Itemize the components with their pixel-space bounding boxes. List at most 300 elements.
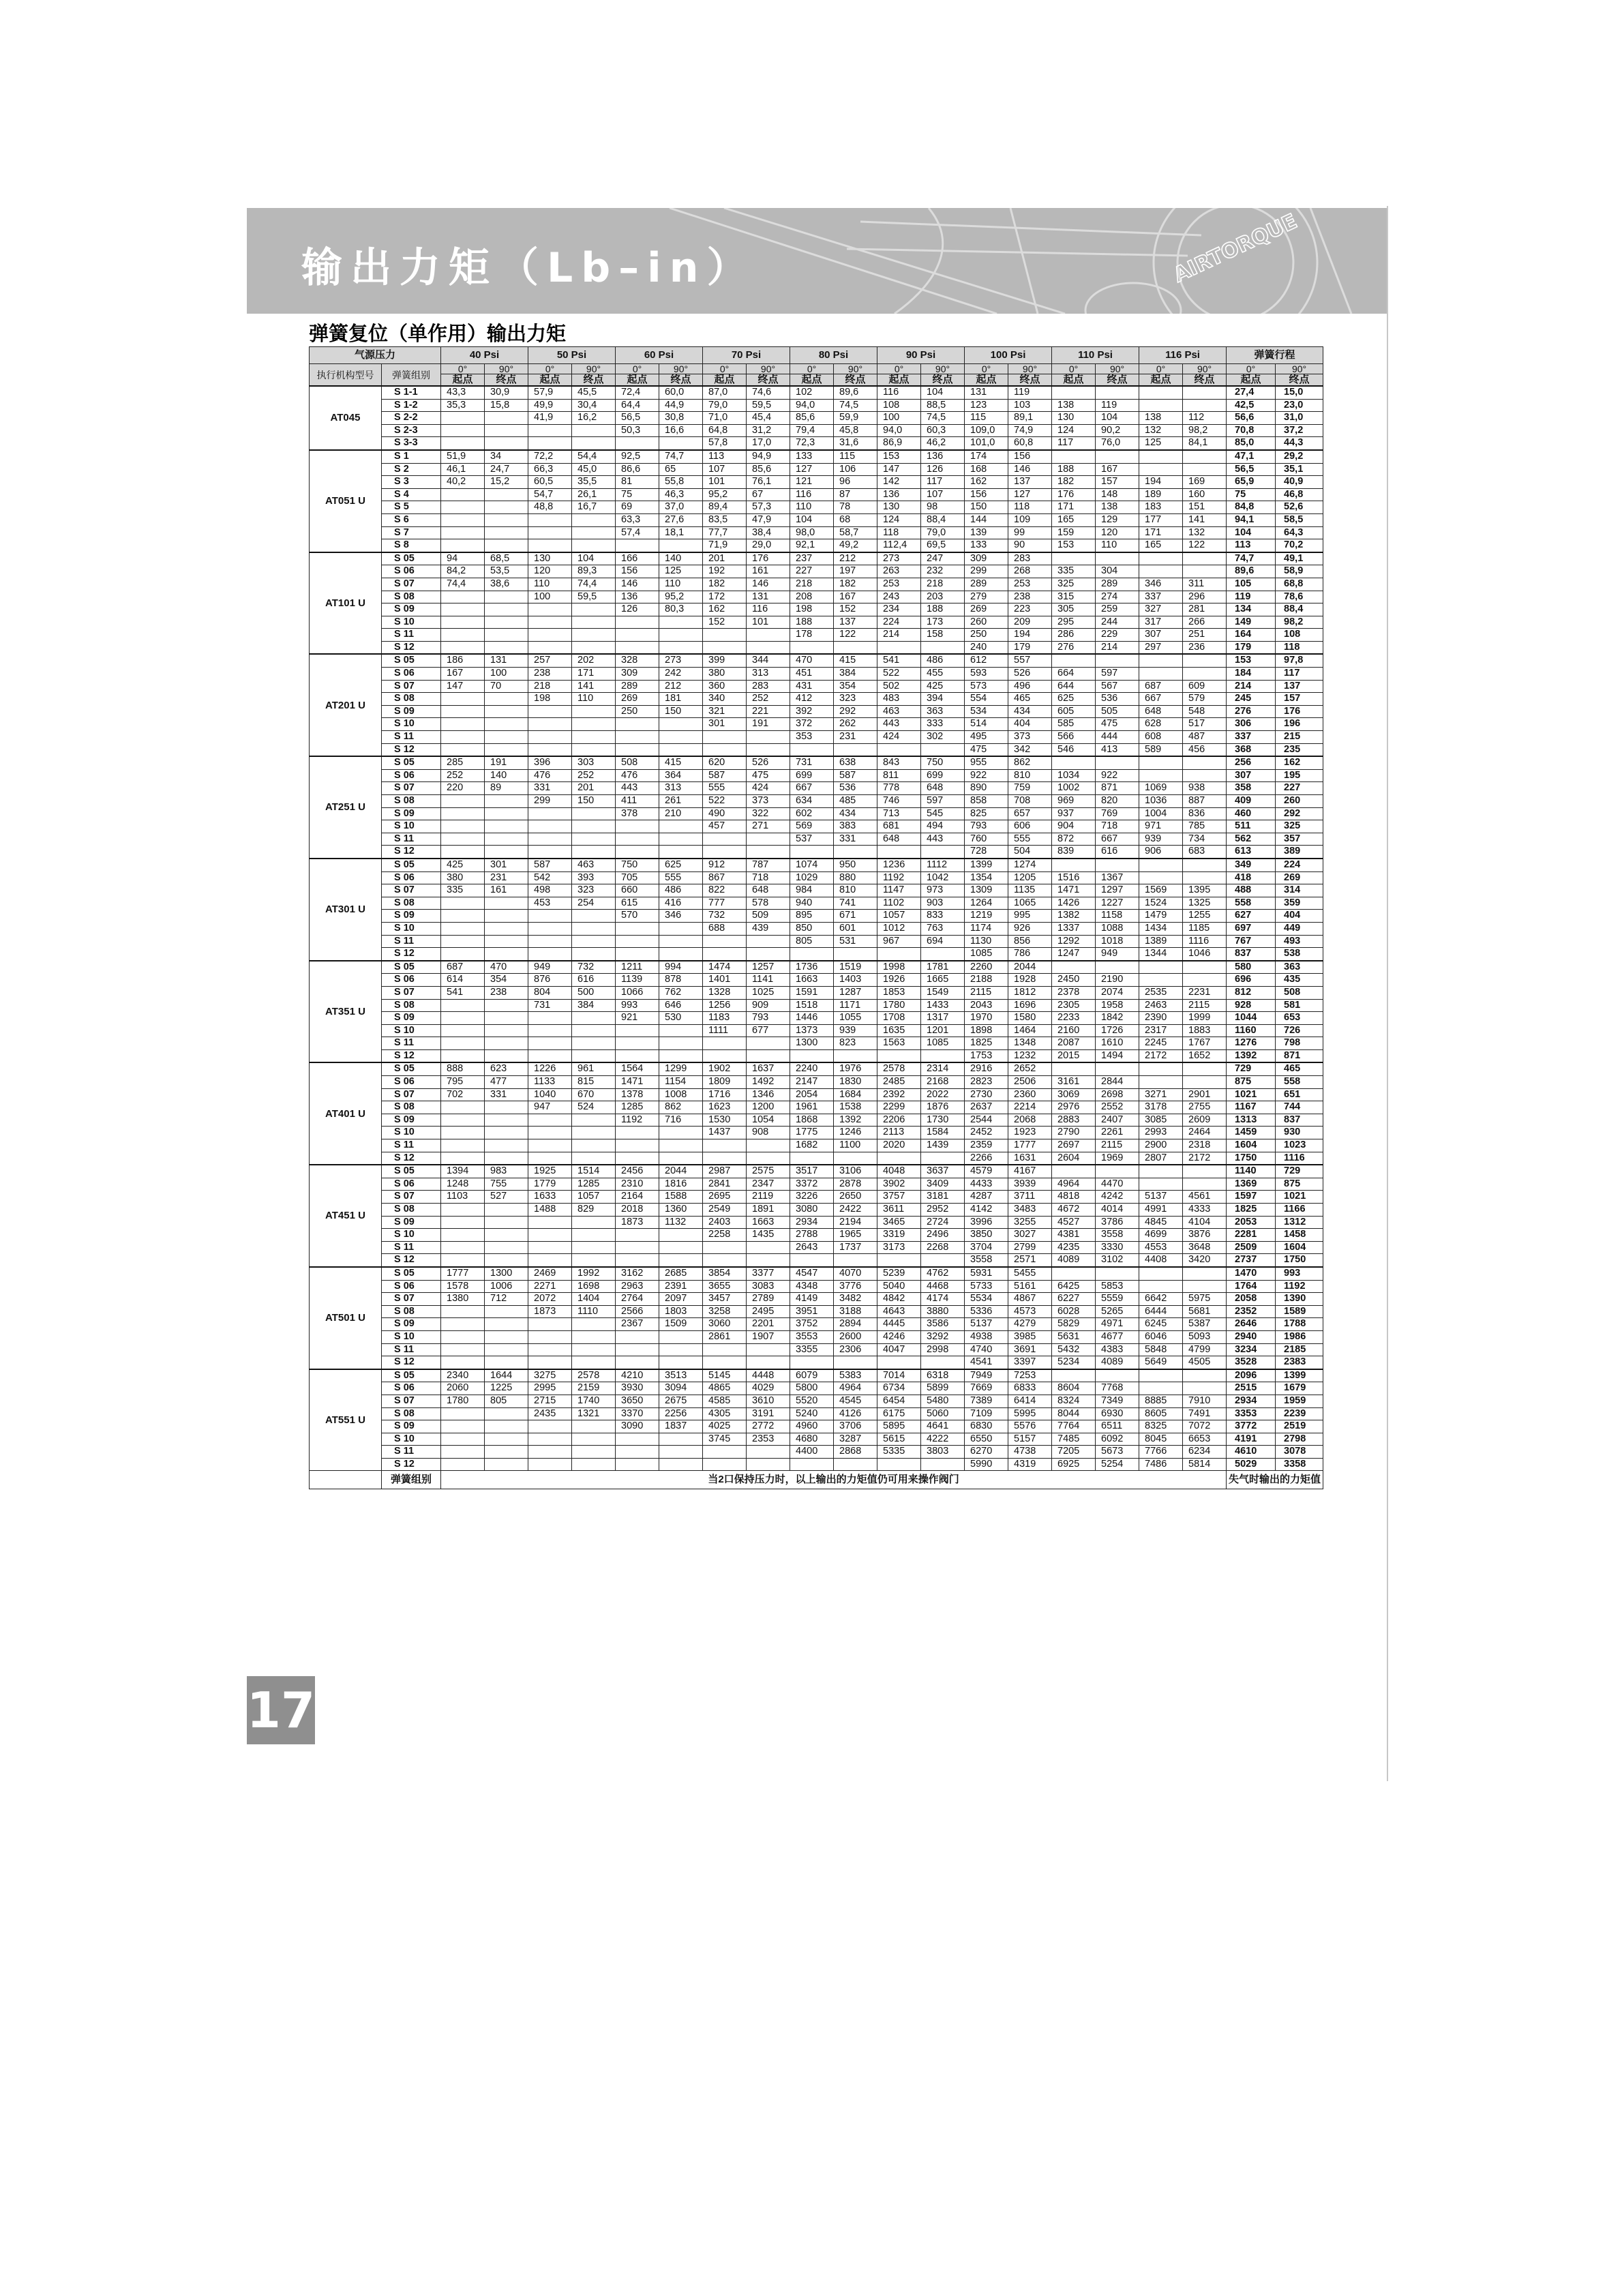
torque-cell: 89,4 bbox=[703, 501, 747, 514]
torque-cell: 167 bbox=[834, 591, 877, 603]
stroke-cell: 40,9 bbox=[1276, 476, 1323, 489]
torque-cell: 1248 bbox=[441, 1178, 485, 1191]
torque-cell: 811 bbox=[877, 769, 921, 782]
torque-cell bbox=[747, 1241, 790, 1254]
torque-cell: 141 bbox=[572, 680, 616, 693]
torque-cell bbox=[441, 641, 485, 654]
torque-cell: 3085 bbox=[1139, 1114, 1183, 1127]
stroke-cell: 2058 bbox=[1227, 1293, 1276, 1306]
torque-cell: 1812 bbox=[1008, 986, 1052, 999]
torque-cell: 41,9 bbox=[528, 412, 572, 425]
torque-cell: 7669 bbox=[965, 1382, 1008, 1395]
torque-cell bbox=[747, 948, 790, 961]
angle-end: 90° bbox=[1276, 364, 1323, 374]
torque-cell bbox=[441, 1330, 485, 1343]
torque-cell bbox=[485, 1343, 528, 1356]
torque-cell: 2993 bbox=[1139, 1127, 1183, 1139]
torque-cell bbox=[616, 1254, 659, 1267]
torque-cell: 587 bbox=[528, 859, 572, 871]
torque-cell: 89,6 bbox=[834, 386, 877, 399]
torque-cell: 3330 bbox=[1096, 1241, 1139, 1254]
spring-set: S 10 bbox=[382, 616, 441, 629]
torque-cell: 1999 bbox=[1183, 1012, 1227, 1025]
torque-cell bbox=[572, 1024, 616, 1037]
torque-cell: 1102 bbox=[877, 897, 921, 910]
torque-cell: 5336 bbox=[965, 1305, 1008, 1318]
torque-cell: 614 bbox=[441, 974, 485, 987]
torque-cell bbox=[834, 948, 877, 961]
torque-cell: 3691 bbox=[1008, 1343, 1052, 1356]
torque-cell: 299 bbox=[965, 565, 1008, 578]
torque-cell: 51,9 bbox=[441, 450, 485, 463]
torque-cell bbox=[747, 1343, 790, 1356]
torque-cell: 1842 bbox=[1096, 1012, 1139, 1025]
torque-cell bbox=[485, 807, 528, 820]
torque-cell: 5093 bbox=[1183, 1330, 1227, 1343]
torque-cell bbox=[659, 1458, 703, 1471]
torque-cell: 1781 bbox=[921, 961, 965, 974]
torque-cell: 2271 bbox=[528, 1280, 572, 1293]
stroke-cell: 1788 bbox=[1276, 1318, 1323, 1331]
torque-cell: 183 bbox=[1139, 501, 1183, 514]
stroke-cell: 15,0 bbox=[1276, 386, 1323, 399]
torque-cell: 67 bbox=[747, 488, 790, 501]
torque-cell: 3060 bbox=[703, 1318, 747, 1331]
torque-cell bbox=[1052, 386, 1096, 399]
torque-cell: 3355 bbox=[790, 1343, 834, 1356]
torque-cell bbox=[485, 513, 528, 526]
torque-cell: 373 bbox=[1008, 731, 1052, 744]
torque-cell: 2360 bbox=[1008, 1088, 1052, 1101]
torque-cell bbox=[616, 935, 659, 948]
table-row bbox=[310, 1191, 1323, 1204]
torque-cell bbox=[1139, 756, 1183, 769]
torque-cell: 4867 bbox=[1008, 1293, 1052, 1306]
torque-cell bbox=[616, 743, 659, 756]
torque-cell: 108 bbox=[877, 399, 921, 412]
torque-cell: 648 bbox=[921, 782, 965, 795]
torque-cell: 2256 bbox=[659, 1407, 703, 1420]
torque-cell: 566 bbox=[1052, 731, 1096, 744]
torque-cell bbox=[1183, 1076, 1227, 1089]
torque-cell bbox=[572, 1254, 616, 1267]
torque-cell: 4383 bbox=[1096, 1343, 1139, 1356]
torque-cell bbox=[921, 743, 965, 756]
torque-cell bbox=[1183, 769, 1227, 782]
torque-cell: 53,5 bbox=[485, 565, 528, 578]
torque-cell bbox=[747, 1152, 790, 1165]
table-row bbox=[310, 986, 1323, 999]
torque-cell: 229 bbox=[1096, 629, 1139, 642]
torque-cell: 716 bbox=[659, 1114, 703, 1127]
stroke-cell: 1044 bbox=[1227, 1012, 1276, 1025]
torque-cell bbox=[616, 1127, 659, 1139]
torque-cell: 110 bbox=[528, 578, 572, 591]
torque-cell: 1584 bbox=[921, 1127, 965, 1139]
stroke-cell: 42,5 bbox=[1227, 399, 1276, 412]
torque-cell: 4547 bbox=[790, 1267, 834, 1280]
point-end: 终点 bbox=[921, 374, 965, 387]
torque-cell: 46,3 bbox=[659, 488, 703, 501]
torque-cell: 5800 bbox=[790, 1382, 834, 1395]
torque-cell: 542 bbox=[528, 871, 572, 884]
torque-cell: 967 bbox=[877, 935, 921, 948]
torque-cell bbox=[528, 1343, 572, 1356]
torque-cell bbox=[1096, 450, 1139, 463]
spring-set: S 07 bbox=[382, 680, 441, 693]
torque-cell: 124 bbox=[1052, 424, 1096, 437]
torque-cell: 317 bbox=[1139, 616, 1183, 629]
torque-cell: 5254 bbox=[1096, 1458, 1139, 1471]
torque-cell bbox=[572, 539, 616, 552]
torque-cell bbox=[1139, 1178, 1183, 1191]
torque-cell: 5899 bbox=[921, 1382, 965, 1395]
stroke-cell: 307 bbox=[1227, 769, 1276, 782]
torque-cell bbox=[834, 1458, 877, 1471]
torque-cell: 615 bbox=[616, 897, 659, 910]
torque-cell: 2715 bbox=[528, 1395, 572, 1407]
torque-cell: 8324 bbox=[1052, 1395, 1096, 1407]
torque-cell: 5480 bbox=[921, 1395, 965, 1407]
torque-cell bbox=[616, 1241, 659, 1254]
torque-cell bbox=[572, 833, 616, 846]
torque-cell bbox=[1052, 654, 1096, 667]
torque-cell bbox=[703, 948, 747, 961]
torque-cell: 136 bbox=[921, 450, 965, 463]
torque-cell: 89,3 bbox=[572, 565, 616, 578]
torque-cell: 805 bbox=[790, 935, 834, 948]
torque-cell: 4025 bbox=[703, 1420, 747, 1433]
torque-cell: 6270 bbox=[965, 1446, 1008, 1459]
stroke-cell: 113 bbox=[1227, 539, 1276, 552]
spring-set: S 10 bbox=[382, 1024, 441, 1037]
torque-cell bbox=[616, 833, 659, 846]
torque-cell: 203 bbox=[921, 591, 965, 603]
spring-set: S 08 bbox=[382, 1305, 441, 1318]
torque-cell: 7491 bbox=[1183, 1407, 1227, 1420]
torque-cell: 43,3 bbox=[441, 386, 485, 399]
torque-cell bbox=[572, 705, 616, 718]
torque-cell: 888 bbox=[441, 1062, 485, 1075]
spring-set: S 11 bbox=[382, 1343, 441, 1356]
torque-cell: 283 bbox=[747, 680, 790, 693]
torque-cell bbox=[528, 437, 572, 450]
torque-cell: 84,1 bbox=[1183, 437, 1227, 450]
stroke-cell: 68,8 bbox=[1276, 578, 1323, 591]
torque-cell: 2976 bbox=[1052, 1101, 1096, 1114]
spring-set: S 05 bbox=[382, 654, 441, 667]
torque-cell: 2566 bbox=[616, 1305, 659, 1318]
torque-cell: 4149 bbox=[790, 1293, 834, 1306]
torque-cell: 191 bbox=[747, 718, 790, 731]
stroke-cell: 729 bbox=[1227, 1062, 1276, 1075]
torque-cell: 289 bbox=[1096, 578, 1139, 591]
torque-cell bbox=[485, 795, 528, 808]
torque-cell: 3188 bbox=[834, 1305, 877, 1318]
torque-cell bbox=[441, 1229, 485, 1242]
torque-cell: 2995 bbox=[528, 1382, 572, 1395]
torque-cell: 4048 bbox=[877, 1165, 921, 1178]
torque-cell: 3706 bbox=[834, 1420, 877, 1433]
torque-cell bbox=[572, 1446, 616, 1459]
torque-cell: 3513 bbox=[659, 1369, 703, 1382]
table-row bbox=[310, 807, 1323, 820]
torque-cell: 50,3 bbox=[616, 424, 659, 437]
torque-cell: 74,5 bbox=[921, 412, 965, 425]
spring-set: S 7 bbox=[382, 526, 441, 539]
actuator-model: AT501 U bbox=[310, 1267, 382, 1369]
torque-cell bbox=[659, 1254, 703, 1267]
table-row bbox=[310, 501, 1323, 514]
torque-cell: 3611 bbox=[877, 1204, 921, 1217]
torque-cell bbox=[616, 731, 659, 744]
torque-cell bbox=[485, 897, 528, 910]
torque-cell: 1154 bbox=[659, 1076, 703, 1089]
torque-cell: 4279 bbox=[1008, 1318, 1052, 1331]
torque-cell bbox=[659, 1241, 703, 1254]
torque-cell: 45,4 bbox=[747, 412, 790, 425]
torque-cell bbox=[572, 1420, 616, 1433]
torque-cell: 136 bbox=[877, 488, 921, 501]
torque-cell: 2495 bbox=[747, 1305, 790, 1318]
torque-cell bbox=[572, 1037, 616, 1050]
torque-cell: 4400 bbox=[790, 1446, 834, 1459]
torque-cell: 392 bbox=[790, 705, 834, 718]
torque-cell bbox=[572, 616, 616, 629]
torque-cell bbox=[1052, 756, 1096, 769]
torque-cell bbox=[485, 1024, 528, 1037]
torque-cell bbox=[1139, 654, 1183, 667]
torque-cell: 597 bbox=[1096, 668, 1139, 681]
point-end: 终点 bbox=[834, 374, 877, 387]
torque-cell: 159 bbox=[1052, 526, 1096, 539]
torque-cell: 4971 bbox=[1096, 1318, 1139, 1331]
torque-cell: 74,6 bbox=[747, 386, 790, 399]
torque-cell bbox=[572, 1330, 616, 1343]
torque-cell: 224 bbox=[877, 616, 921, 629]
torque-cell bbox=[528, 1330, 572, 1343]
torque-cell: 202 bbox=[572, 654, 616, 667]
torque-cell: 1065 bbox=[1008, 897, 1052, 910]
stroke-cell: 134 bbox=[1227, 603, 1276, 616]
torque-cell: 192 bbox=[703, 565, 747, 578]
torque-cell: 152 bbox=[834, 603, 877, 616]
torque-cell bbox=[485, 1101, 528, 1114]
torque-cell bbox=[616, 718, 659, 731]
torque-cell: 104 bbox=[572, 552, 616, 565]
torque-cell: 2407 bbox=[1096, 1114, 1139, 1127]
torque-cell bbox=[441, 1114, 485, 1127]
torque-cell: 156 bbox=[965, 488, 1008, 501]
torque-cell bbox=[441, 1407, 485, 1420]
torque-cell: 1074 bbox=[790, 859, 834, 871]
torque-cell bbox=[572, 846, 616, 859]
spring-set: S 09 bbox=[382, 1318, 441, 1331]
stroke-cell: 3772 bbox=[1227, 1420, 1276, 1433]
torque-cell bbox=[747, 935, 790, 948]
torque-cell: 825 bbox=[965, 807, 1008, 820]
table-row bbox=[310, 1049, 1323, 1062]
torque-cell: 555 bbox=[703, 782, 747, 795]
torque-cell: 177 bbox=[1139, 513, 1183, 526]
torque-cell: 4445 bbox=[877, 1318, 921, 1331]
torque-cell: 1110 bbox=[572, 1305, 616, 1318]
torque-cell: 95,2 bbox=[703, 488, 747, 501]
torque-cell: 2172 bbox=[1183, 1152, 1227, 1165]
stroke-cell: 104 bbox=[1227, 526, 1276, 539]
torque-cell: 285 bbox=[441, 756, 485, 769]
torque-cell: 2799 bbox=[1008, 1241, 1052, 1254]
torque-cell bbox=[572, 1139, 616, 1152]
stroke-cell: 260 bbox=[1276, 795, 1323, 808]
pressure-header: 100 Psi bbox=[965, 347, 1052, 364]
torque-cell: 1297 bbox=[1096, 884, 1139, 897]
spring-set: S 6 bbox=[382, 513, 441, 526]
torque-cell: 90 bbox=[1008, 539, 1052, 552]
torque-cell: 777 bbox=[703, 897, 747, 910]
torque-cell: 198 bbox=[790, 603, 834, 616]
torque-cell bbox=[1139, 974, 1183, 987]
torque-cell: 4579 bbox=[965, 1165, 1008, 1178]
torque-cell: 2901 bbox=[1183, 1088, 1227, 1101]
table-row bbox=[310, 1204, 1323, 1217]
table-row bbox=[310, 1293, 1323, 1306]
torque-cell: 126 bbox=[616, 603, 659, 616]
torque-cell: 79,0 bbox=[921, 526, 965, 539]
stroke-cell: 460 bbox=[1227, 807, 1276, 820]
stroke-cell: 1604 bbox=[1227, 1139, 1276, 1152]
torque-cell: 70 bbox=[485, 680, 528, 693]
torque-cell: 578 bbox=[747, 897, 790, 910]
torque-cell: 89 bbox=[485, 782, 528, 795]
torque-cell: 922 bbox=[965, 769, 1008, 782]
stroke-cell: 2053 bbox=[1227, 1216, 1276, 1229]
point-end: 终点 bbox=[572, 374, 616, 387]
stroke-cell: 292 bbox=[1276, 807, 1323, 820]
spring-set: S 05 bbox=[382, 961, 441, 974]
point-start: 起点 bbox=[441, 374, 485, 387]
torque-cell: 191 bbox=[485, 756, 528, 769]
torque-cell: 7109 bbox=[965, 1407, 1008, 1420]
torque-cell: 2609 bbox=[1183, 1114, 1227, 1127]
stroke-cell: 798 bbox=[1276, 1037, 1323, 1050]
table-row bbox=[310, 1229, 1323, 1242]
torque-cell: 705 bbox=[616, 871, 659, 884]
torque-cell: 3178 bbox=[1139, 1101, 1183, 1114]
torque-cell bbox=[790, 641, 834, 654]
torque-cell: 616 bbox=[1096, 846, 1139, 859]
table-row bbox=[310, 705, 1323, 718]
point-end: 终点 bbox=[485, 374, 528, 387]
torque-cell bbox=[485, 743, 528, 756]
spring-set: S 11 bbox=[382, 833, 441, 846]
torque-cell: 131 bbox=[965, 386, 1008, 399]
torque-cell: 1002 bbox=[1052, 782, 1096, 795]
actuator-model: AT101 U bbox=[310, 552, 382, 655]
torque-cell bbox=[572, 1241, 616, 1254]
torque-cell: 55,8 bbox=[659, 476, 703, 489]
torque-cell: 102 bbox=[790, 386, 834, 399]
torque-cell: 92,1 bbox=[790, 539, 834, 552]
stroke-cell: 137 bbox=[1276, 680, 1323, 693]
torque-cell: 4680 bbox=[790, 1433, 834, 1446]
torque-cell: 1100 bbox=[834, 1139, 877, 1152]
torque-cell bbox=[572, 1012, 616, 1025]
torque-cell bbox=[616, 1458, 659, 1471]
torque-cell: 69 bbox=[616, 501, 659, 514]
torque-cell: 904 bbox=[1052, 820, 1096, 833]
torque-cell: 496 bbox=[1008, 680, 1052, 693]
torque-cell: 243 bbox=[877, 591, 921, 603]
stroke-cell: 184 bbox=[1227, 668, 1276, 681]
stroke-cell: 1167 bbox=[1227, 1101, 1276, 1114]
torque-cell: 15,8 bbox=[485, 399, 528, 412]
torque-cell: 57,9 bbox=[528, 386, 572, 399]
torque-cell bbox=[528, 1433, 572, 1446]
torque-cell: 534 bbox=[965, 705, 1008, 718]
torque-cell: 1325 bbox=[1183, 897, 1227, 910]
torque-cell bbox=[659, 539, 703, 552]
torque-cell bbox=[485, 910, 528, 923]
torque-cell: 718 bbox=[747, 871, 790, 884]
torque-cell: 2390 bbox=[1139, 1012, 1183, 1025]
torque-cell: 3397 bbox=[1008, 1356, 1052, 1369]
torque-cell bbox=[616, 1229, 659, 1242]
torque-cell bbox=[528, 641, 572, 654]
torque-cell bbox=[877, 948, 921, 961]
spring-set: S 10 bbox=[382, 922, 441, 935]
torque-cell: 98 bbox=[921, 501, 965, 514]
torque-cell: 153 bbox=[877, 450, 921, 463]
torque-cell: 1837 bbox=[659, 1420, 703, 1433]
torque-cell: 2074 bbox=[1096, 986, 1139, 999]
torque-cell bbox=[747, 1446, 790, 1459]
torque-cell: 413 bbox=[1096, 743, 1139, 756]
torque-cell: 3776 bbox=[834, 1280, 877, 1293]
torque-cell: 1873 bbox=[528, 1305, 572, 1318]
torque-cell bbox=[1139, 871, 1183, 884]
torque-cell bbox=[485, 1241, 528, 1254]
torque-cell: 5265 bbox=[1096, 1305, 1139, 1318]
stroke-cell: 74,7 bbox=[1227, 552, 1276, 565]
stroke-cell: 1140 bbox=[1227, 1165, 1276, 1178]
torque-cell: 81 bbox=[616, 476, 659, 489]
torque-cell: 1708 bbox=[877, 1012, 921, 1025]
torque-cell bbox=[921, 1356, 965, 1369]
torque-cell: 2147 bbox=[790, 1076, 834, 1089]
torque-cell: 949 bbox=[1096, 948, 1139, 961]
table-body bbox=[310, 386, 1323, 1471]
spring-set: S 05 bbox=[382, 1267, 441, 1280]
torque-cell: 132 bbox=[1139, 424, 1183, 437]
torque-cell: 470 bbox=[790, 654, 834, 667]
torque-cell: 49,9 bbox=[528, 399, 572, 412]
stroke-cell: 2509 bbox=[1227, 1241, 1276, 1254]
angle-start: 0° bbox=[703, 364, 747, 374]
torque-cell: 315 bbox=[1052, 591, 1096, 603]
torque-cell: 169 bbox=[1183, 476, 1227, 489]
angle-end: 90° bbox=[572, 364, 616, 374]
torque-cell: 2578 bbox=[877, 1062, 921, 1075]
table-row bbox=[310, 1395, 1323, 1407]
torque-cell: 7072 bbox=[1183, 1420, 1227, 1433]
torque-cell: 1514 bbox=[572, 1165, 616, 1178]
torque-cell bbox=[528, 833, 572, 846]
torque-cell bbox=[572, 807, 616, 820]
torque-cell: 74,4 bbox=[441, 578, 485, 591]
stroke-cell: 581 bbox=[1276, 999, 1323, 1012]
table-row bbox=[310, 629, 1323, 642]
